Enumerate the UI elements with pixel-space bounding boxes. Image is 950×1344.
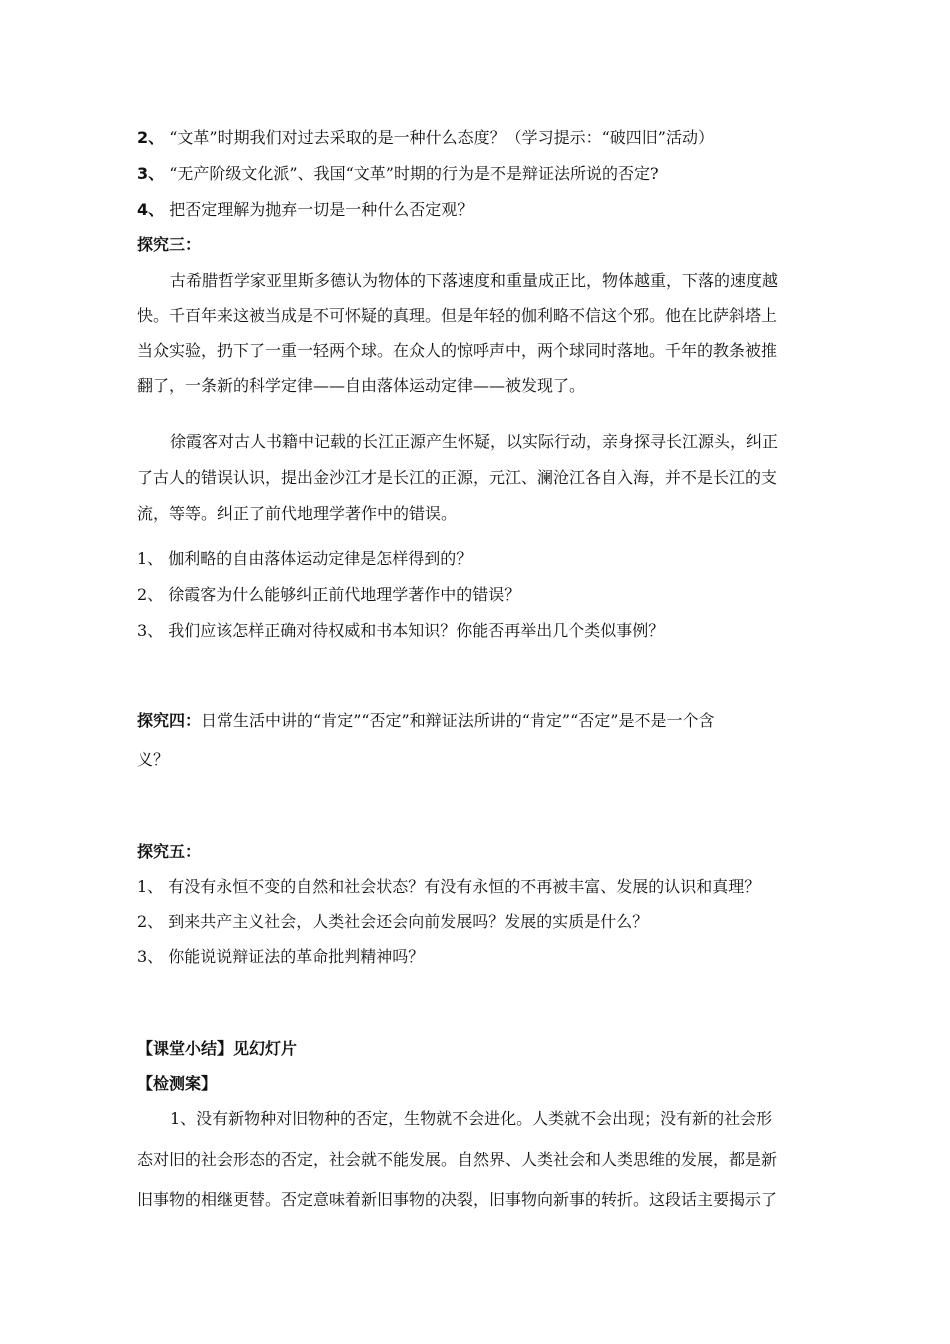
question-4-number: 4、 <box>137 200 165 219</box>
test-line: 旧事物的相继更替。否定意味着新旧事物的决裂，旧事物向新事的转折。这段话主要揭示了 <box>137 1190 778 1209</box>
explore-5-question: 2、 到来共产主义社会，人类社会还会向前发展吗？发展的实质是什么？ <box>137 912 649 931</box>
question-2-number: 2、 <box>137 128 165 147</box>
class-summary: 【课堂小结】见幻灯片 <box>137 1039 298 1058</box>
test-line: 1、没有新物种对旧物种的否定，生物就不会进化。人类就不会出现；没有新的社会形 <box>170 1109 773 1128</box>
explore-3-question: 2、 徐霞客为什么能够纠正前代地理学著作中的错误？ <box>137 585 521 604</box>
question-3-number: 3、 <box>137 164 165 183</box>
explore-3-para2-line: 了古人的错误认识，提出金沙江才是长江的正源，元江、澜沧江各自入海，并不是长江的支 <box>137 468 778 487</box>
explore-5-question: 3、 你能说说辩证法的革命批判精神吗？ <box>137 947 425 966</box>
explore-3-question: 1、 伽利略的自由落体运动定律是怎样得到的？ <box>137 549 473 568</box>
explore-3-question: 3、 我们应该怎样正确对待权威和书本知识？你能否再举出几个类似事例？ <box>137 621 665 640</box>
question-4-text: 把否定理解为抛弃一切是一种什么否定观？ <box>169 200 474 219</box>
test-line: 态对旧的社会形态的否定，社会就不能发展。自然界、人类社会和人类思维的发展，都是新 <box>137 1150 778 1169</box>
question-2 <box>137 127 714 149</box>
explore-4 <box>137 710 714 732</box>
question-2-text: “文革”时期我们对过去采取的是一种什么态度？（学习提示：“破四旧”活动） <box>169 128 714 147</box>
explore-3-heading: 探究三： <box>137 235 202 254</box>
question-4 <box>137 199 473 221</box>
explore-4-text: 日常生活中讲的“肯定”“否定”和辩证法所讲的“肯定”“否定”是不是一个含 <box>201 711 715 730</box>
explore-3-para-line: 快。千百年来这被当成是不可怀疑的真理。但是年轻的伽利略不信这个邪。他在比萨斜塔上 <box>137 306 778 325</box>
explore-3-para-line: 古希腊哲学家亚里斯多德认为物体的下落速度和重量成正比，物体越重，下落的速度越 <box>170 271 779 290</box>
explore-4-heading: 探究四： <box>137 711 202 730</box>
explore-3-para-line: 翻了，一条新的科学定律——自由落体运动定律——被发现了。 <box>137 376 586 395</box>
explore-3-para-line: 当众实验，扔下了一重一轻两个球。在众人的惊呼声中，两个球同时落地。千年的教条被推 <box>137 341 778 360</box>
explore-5-heading: 探究五： <box>137 842 202 861</box>
explore-4-text-cont: 义？ <box>137 750 170 769</box>
explore-3-para2-line: 徐霞客对古人书籍中记载的长江正源产生怀疑，以实际行动，亲身探寻长江源头，纠正 <box>170 432 779 451</box>
test-heading: 【检测案】 <box>137 1074 218 1093</box>
explore-3-para2-line: 流，等等。纠正了前代地理学著作中的错误。 <box>137 504 458 523</box>
explore-5-question: 1、 有没有永恒不变的自然和社会状态？有没有永恒的不再被丰富、发展的认识和真理？ <box>137 877 761 896</box>
question-3-text: “无产阶级文化派”、我国“文革”时期的行为是不是辩证法所说的否定? <box>169 164 659 183</box>
question-3 <box>137 163 659 185</box>
